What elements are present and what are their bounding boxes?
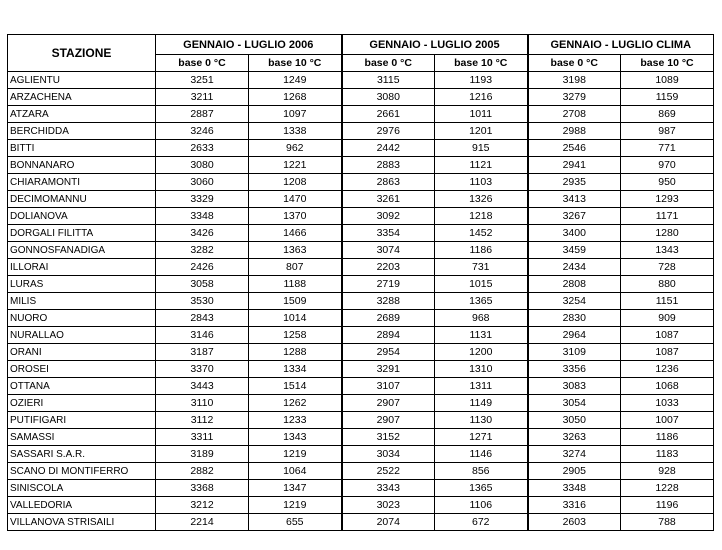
value-2005-base10: 1452 [435,225,528,242]
station-name: CHIARAMONTI [8,174,156,191]
station-name: BONNANARO [8,157,156,174]
value-2006-base0: 3058 [156,276,249,293]
subheader-2006-base10: base 10 °C [249,55,342,72]
station-name: NUORO [8,310,156,327]
value-2005-base10: 1015 [435,276,528,293]
value-2006-base10: 1334 [249,361,342,378]
value-2006-base10: 1470 [249,191,342,208]
value-2005-base0: 3074 [342,242,435,259]
value-clima-base10: 950 [621,174,714,191]
value-2005-base10: 1365 [435,293,528,310]
station-name: SAMASSI [8,429,156,446]
station-name: VALLEDORIA [8,497,156,514]
table-row [8,242,714,259]
value-2006-base0: 2843 [156,310,249,327]
value-clima-base10: 1343 [621,242,714,259]
value-2006-base0: 3530 [156,293,249,310]
value-2006-base0: 3187 [156,344,249,361]
table-row [8,72,714,89]
value-clima-base10: 1087 [621,327,714,344]
value-2006-base10: 1064 [249,463,342,480]
value-2006-base0: 2633 [156,140,249,157]
degree-days-table-container [7,34,714,531]
value-clima-base0: 3263 [528,429,621,446]
table-row [8,259,714,276]
value-clima-base0: 2546 [528,140,621,157]
table-row [8,446,714,463]
value-2005-base0: 3080 [342,89,435,106]
value-clima-base0: 3198 [528,72,621,89]
value-2005-base0: 2907 [342,395,435,412]
group-header-2005: GENNAIO - LUGLIO 2005 [342,35,528,55]
value-2006-base10: 1509 [249,293,342,310]
value-2006-base10: 1514 [249,378,342,395]
table-row [8,378,714,395]
value-clima-base0: 3279 [528,89,621,106]
value-2005-base10: 1365 [435,480,528,497]
value-clima-base10: 771 [621,140,714,157]
station-name: MILIS [8,293,156,310]
value-clima-base0: 3083 [528,378,621,395]
value-2006-base0: 3368 [156,480,249,497]
station-name: BITTI [8,140,156,157]
table-row [8,106,714,123]
value-2005-base10: 968 [435,310,528,327]
value-2006-base0: 3348 [156,208,249,225]
value-2005-base0: 2719 [342,276,435,293]
value-clima-base0: 3413 [528,191,621,208]
value-2006-base0: 3110 [156,395,249,412]
table-body [8,72,714,531]
station-name: LURAS [8,276,156,293]
value-2005-base0: 3261 [342,191,435,208]
value-clima-base10: 1171 [621,208,714,225]
value-2005-base0: 2907 [342,412,435,429]
station-name: SINISCOLA [8,480,156,497]
station-column-header: STAZIONE [8,35,156,72]
value-2006-base0: 3251 [156,72,249,89]
table-row [8,327,714,344]
table-row [8,123,714,140]
value-clima-base10: 928 [621,463,714,480]
value-2006-base10: 1343 [249,429,342,446]
value-clima-base0: 3316 [528,497,621,514]
value-2006-base10: 1268 [249,89,342,106]
subheader-clima-base10: base 10 °C [621,55,714,72]
station-name: OZIERI [8,395,156,412]
value-2005-base0: 2203 [342,259,435,276]
value-2006-base10: 1466 [249,225,342,242]
table-row [8,276,714,293]
value-2005-base0: 3115 [342,72,435,89]
value-2005-base10: 1201 [435,123,528,140]
value-2005-base10: 1186 [435,242,528,259]
table-row [8,412,714,429]
value-2005-base10: 1271 [435,429,528,446]
value-2005-base0: 2954 [342,344,435,361]
station-name: GONNOSFANADIGA [8,242,156,259]
value-2006-base10: 1258 [249,327,342,344]
value-clima-base10: 987 [621,123,714,140]
table-row [8,174,714,191]
value-2005-base0: 3107 [342,378,435,395]
value-2006-base0: 3443 [156,378,249,395]
table-row [8,89,714,106]
value-2005-base10: 856 [435,463,528,480]
value-2005-base10: 1131 [435,327,528,344]
value-clima-base10: 1159 [621,89,714,106]
value-2006-base10: 1097 [249,106,342,123]
value-2006-base10: 1370 [249,208,342,225]
station-name: DOLIANOVA [8,208,156,225]
group-header-2006: GENNAIO - LUGLIO 2006 [156,35,342,55]
table-row [8,225,714,242]
value-2006-base0: 2426 [156,259,249,276]
station-name: BERCHIDDA [8,123,156,140]
value-clima-base0: 2964 [528,327,621,344]
table-row [8,361,714,378]
value-2005-base10: 1216 [435,89,528,106]
value-clima-base10: 1087 [621,344,714,361]
group-header-clima: GENNAIO - LUGLIO CLIMA [528,35,714,55]
value-2005-base10: 1121 [435,157,528,174]
value-2005-base0: 2522 [342,463,435,480]
value-clima-base0: 2434 [528,259,621,276]
value-clima-base10: 788 [621,514,714,531]
value-clima-base10: 1236 [621,361,714,378]
value-2006-base10: 1249 [249,72,342,89]
value-2006-base0: 3080 [156,157,249,174]
value-clima-base10: 869 [621,106,714,123]
table-row [8,480,714,497]
value-clima-base0: 2935 [528,174,621,191]
value-2005-base0: 2883 [342,157,435,174]
value-2005-base0: 3343 [342,480,435,497]
value-2005-base10: 1218 [435,208,528,225]
value-clima-base10: 1293 [621,191,714,208]
value-2005-base10: 672 [435,514,528,531]
value-clima-base10: 1183 [621,446,714,463]
value-2006-base10: 1014 [249,310,342,327]
value-clima-base10: 970 [621,157,714,174]
value-2005-base0: 2689 [342,310,435,327]
value-clima-base0: 3348 [528,480,621,497]
value-clima-base10: 1007 [621,412,714,429]
value-2006-base10: 1363 [249,242,342,259]
value-clima-base0: 3459 [528,242,621,259]
table-row [8,514,714,531]
value-2005-base0: 2661 [342,106,435,123]
value-2006-base0: 2887 [156,106,249,123]
value-clima-base10: 880 [621,276,714,293]
subheader-2005-base10: base 10 °C [435,55,528,72]
value-2005-base0: 2894 [342,327,435,344]
value-clima-base0: 2830 [528,310,621,327]
table-row [8,191,714,208]
station-name: SASSARI S.A.R. [8,446,156,463]
value-2005-base0: 2976 [342,123,435,140]
value-2006-base10: 1233 [249,412,342,429]
value-clima-base0: 3254 [528,293,621,310]
value-2005-base10: 1011 [435,106,528,123]
value-clima-base10: 1089 [621,72,714,89]
value-2005-base10: 1103 [435,174,528,191]
value-2006-base10: 1288 [249,344,342,361]
value-2006-base0: 3112 [156,412,249,429]
value-clima-base0: 2941 [528,157,621,174]
value-clima-base10: 1068 [621,378,714,395]
value-clima-base0: 2988 [528,123,621,140]
station-name: ORANI [8,344,156,361]
table-row [8,293,714,310]
value-clima-base10: 909 [621,310,714,327]
value-2005-base0: 3152 [342,429,435,446]
value-2005-base0: 3291 [342,361,435,378]
value-2005-base10: 915 [435,140,528,157]
table-row [8,344,714,361]
station-name: OROSEI [8,361,156,378]
value-2005-base10: 1310 [435,361,528,378]
value-2005-base10: 1200 [435,344,528,361]
value-2005-base10: 1149 [435,395,528,412]
station-name: AGLIENTU [8,72,156,89]
subheader-clima-base0: base 0 °C [528,55,621,72]
value-clima-base0: 3267 [528,208,621,225]
table-row [8,395,714,412]
value-2005-base0: 3288 [342,293,435,310]
station-name: DECIMOMANNU [8,191,156,208]
station-name: ARZACHENA [8,89,156,106]
value-2006-base10: 1221 [249,157,342,174]
value-2006-base0: 3211 [156,89,249,106]
table-row [8,497,714,514]
value-2006-base10: 1347 [249,480,342,497]
value-2005-base10: 1311 [435,378,528,395]
value-2006-base0: 3189 [156,446,249,463]
value-clima-base10: 1196 [621,497,714,514]
table-row [8,208,714,225]
value-2006-base10: 1188 [249,276,342,293]
station-name: ATZARA [8,106,156,123]
table-row [8,140,714,157]
value-clima-base10: 1186 [621,429,714,446]
station-name: NURALLAO [8,327,156,344]
value-2006-base10: 1219 [249,446,342,463]
station-name: PUTIFIGARI [8,412,156,429]
value-2006-base0: 3212 [156,497,249,514]
value-clima-base0: 3109 [528,344,621,361]
value-2005-base10: 1326 [435,191,528,208]
value-clima-base0: 2808 [528,276,621,293]
value-2005-base10: 1146 [435,446,528,463]
value-2005-base10: 1106 [435,497,528,514]
value-2005-base10: 1193 [435,72,528,89]
degree-days-table [7,34,714,531]
value-2006-base0: 3282 [156,242,249,259]
value-2006-base10: 1262 [249,395,342,412]
value-2005-base0: 3034 [342,446,435,463]
station-name: ILLORAI [8,259,156,276]
value-2005-base0: 2074 [342,514,435,531]
value-2005-base0: 3023 [342,497,435,514]
value-2006-base0: 3329 [156,191,249,208]
value-2005-base0: 3092 [342,208,435,225]
value-clima-base0: 3054 [528,395,621,412]
value-2006-base0: 3370 [156,361,249,378]
station-name: OTTANA [8,378,156,395]
value-clima-base0: 3050 [528,412,621,429]
station-name: DORGALI FILITTA [8,225,156,242]
value-2006-base10: 807 [249,259,342,276]
subheader-2005-base0: base 0 °C [342,55,435,72]
value-clima-base10: 1228 [621,480,714,497]
value-2006-base10: 962 [249,140,342,157]
value-2006-base10: 655 [249,514,342,531]
value-clima-base0: 2708 [528,106,621,123]
table-row [8,157,714,174]
value-2005-base0: 2442 [342,140,435,157]
value-clima-base0: 3274 [528,446,621,463]
value-clima-base0: 2603 [528,514,621,531]
value-2006-base0: 3311 [156,429,249,446]
value-2006-base0: 2214 [156,514,249,531]
value-2005-base10: 1130 [435,412,528,429]
value-2006-base10: 1338 [249,123,342,140]
value-2005-base0: 3354 [342,225,435,242]
value-clima-base10: 1033 [621,395,714,412]
table-row [8,463,714,480]
value-2005-base0: 2863 [342,174,435,191]
value-clima-base10: 728 [621,259,714,276]
value-2006-base0: 3246 [156,123,249,140]
value-clima-base10: 1280 [621,225,714,242]
value-clima-base10: 1151 [621,293,714,310]
value-clima-base0: 3356 [528,361,621,378]
value-2006-base10: 1219 [249,497,342,514]
value-2006-base0: 3426 [156,225,249,242]
station-name: SCANO DI MONTIFERRO [8,463,156,480]
value-2006-base0: 3060 [156,174,249,191]
value-2006-base0: 3146 [156,327,249,344]
value-2006-base10: 1208 [249,174,342,191]
value-2005-base10: 731 [435,259,528,276]
value-2006-base0: 2882 [156,463,249,480]
table-row [8,310,714,327]
subheader-2006-base0: base 0 °C [156,55,249,72]
station-name: VILLANOVA STRISAILI [8,514,156,531]
table-row [8,429,714,446]
value-clima-base0: 3400 [528,225,621,242]
value-clima-base0: 2905 [528,463,621,480]
